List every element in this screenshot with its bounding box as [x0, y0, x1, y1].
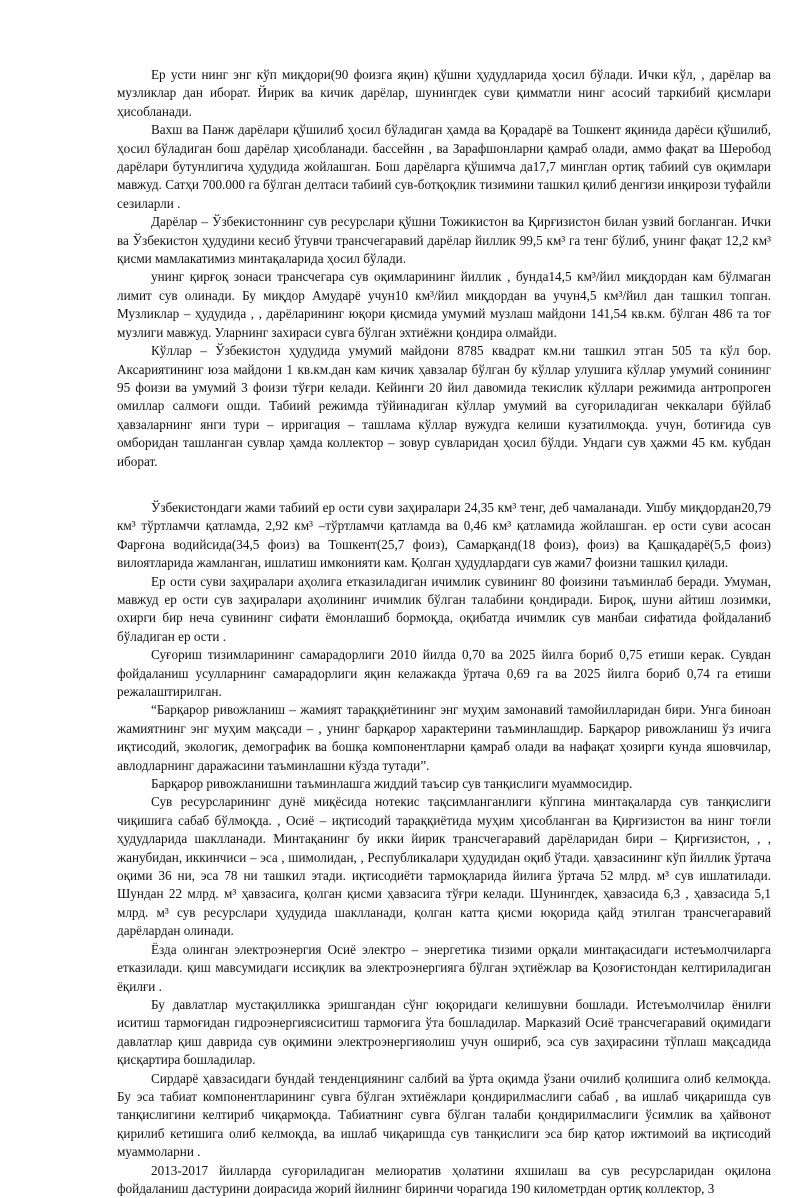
paragraph-transboundary-rivers: Дарёлар – Ўзбекистоннинг сув ресурслари қўшни Тожикистон ва Қирғизистон билан узвий богланган. Ички ва Ўзбекистон ҳудудини кесиб ўтувчи трансчегаравий дарёлар йиллик 99,5 км³ га тенг бўлиб, унинг фақат 12,2 км³ қисми мамлакатимиз минтақаларида ҳосил бўлади. [117, 214, 771, 267]
paragraph-sustainable-development-quote: “Барқарор ривожланиш – жамият тараққиётининг энг муҳим замонавий тамойилларидан бири. Унга биноан жамиятнинг энг муҳим мақсади – , унинг барқарор характерини таъминлашдир. Барқарор ривожланиш ўз ичига иқтисодий, экологик, демографик ва бошқа компонентларни қамраб олади ва нафақат ҳозирги кунда яшовчилар, авлодларнинг даражасини таъминлашни кўзда тутади”. [117, 702, 771, 773]
groundwater-section [117, 499, 771, 1198]
paragraph-syrdarya-basin: Сирдарё ҳавзасидаги бундай тенденциянинг салбий ва ўрта оқимда ўзани очилиб қолишига олиб келмоқда. Бу эса табиат компонентларининг сувга бўлган эхтиёжлари қондирилмаслиги сабаб , ва ишлаб чиқаришда сув танқислигини келтириб чиқармоқда. Табиатнинг сувга бўлган талаби қондирилмаслиги ўсимлик ва ҳайвонот қирилиб кетишига олиб келмоқда, ва ишлаб чиқаришда сув танқислиги эса бир қатор ижтимоий ва иқтисодий муаммоларни . [117, 1070, 771, 1160]
paragraph-lakes: Кўллар – Ўзбекистон ҳудудида умумий майдони 8785 квадрат км.ни ташкил этган 505 та кўл бор. Аксариятининг юза майдони 1 кв.км.дан кам кичик ҳавзалар бўлган бу кўллар улушига кўллар умумий сонининг 95 фоизи ва умумий 3 фоизи тўғри келади. Кейинги 20 йил давомида текислик кўллари режимида антропроген омиллар салмоғи ошди. Табиий режимда тўйинадиган кўллар умумий ва суғориладиган чеккалари бўйлаб ҳавзаларнинг янги тури – ирригация – ташлама кўллар вужудга келиши кузатилмоқда. учун, ботиғида сув омборидан ташланган сувлар ҳамда коллектор – зовур сувларидан ҳосил бўлди. Ундаги сув ҳажми 45 км. кубдан иборат. [117, 343, 771, 469]
paragraph-reclamation-program: 2013-2017 йилларда суғориладиган мелиоратив ҳолатини яхшилаш ва сув ресурсларидан оқилона фойдаланиш дастурини доирасида жорий йилнинг биринчи чорагида 190 километрдан ортиқ коллектор, 3 [117, 1162, 771, 1196]
paragraph-groundwater-reserves: Ўзбекистондаги жами табиий ер ости суви заҳиралари 24,35 км³ тенг, деб чамаланади. Ушбу миқдордан20,79 км³ тўртламчи қатламда, 2,92 км³ –тўртламчи қатламда ва 0,46 км³ қатламида жойлашган. ер ости суви асосан Фарғона водийсида(34,5 фоиз) ва Тошкент(25,7 фоиз), Самарқанд(18 фоиз), фоиз) ва Қашқадарё(5,5 фоиз) вилоятларида жамланган, ишлатиш имконияти кам. Қолган ҳудудлардаги сув жами7 фоизни ташкил қилади. [117, 499, 771, 571]
paragraph-drinking-water: Ер ости суви заҳиралари аҳолига етказиладиган ичимлик сувининг 80 фоизини таъминлаб беради. Умуман, мавжуд ер ости сув заҳиралари аҳолининг ичимлик бўлган талабини қондиради. Бироқ, шуни айтиш лозимки, охирги бир неча сувининг сифати ёмонлашиб бормоқда, оқибатда ичимлик сув манбаи сифатида фойдаланиб бўладиган ер ости . [117, 573, 771, 644]
paragraph-water-scarcity: Барқарор ривожланишни таъминлашга жиддий таъсир сув танқислиги муаммосидир. [151, 776, 633, 792]
paragraph-independence: Бу давлатлар мустақилликка эришгандан сўнг юқоридаги келишувни бошлади. Истеъмолчилар ёнилғи иситиш тармоғидан гидроэнергиясиситиш тармоғига ўта бошладилар. Марказий Осиё трансчегаравий оқимидаги давлатлар қиш даврида сув оқимини электроэнергияолиш учун ошириб, эса сув заҳирасини тўплаш мақсадида қисқартира бошладилар. [117, 996, 771, 1068]
paragraph-irrigation-efficiency: Суғориш тизимларининг самарадорлиги 2010 йилда 0,70 ва 2025 йилга бориб 0,75 етиши керак. Сувдан фойдаланиш усулларнинг самарадорлиги яқин келажакда ўртача 0,69 га ва 2025 йилга бориб 0,74 га етиши режалаштирилган. [117, 647, 771, 699]
paragraph-main-rivers: Вахш ва Панж дарёлари қўшилиб ҳосил бўладиган ҳамда ва Қорадарё ва Тошкент яқинида дарёси қўшилиб, ҳосил бўладиган бош дарёлар ҳисобланади. бассейнн , ва Зарафшонларни қамраб олади, аммо фақат ва Шеробод дарёлари бутунлигича ҳудудида жойлашган. Бош дарёларга қўшимча да17,7 минглан ортиқ табиий сув оқимлари мавжуд. Сатҳи 700.000 га бўлган делтаси табиий сув-ботқоқлик тизимини ташкил қилиб денгизи инқирози туфайли сезиларли . [117, 122, 771, 211]
section-gap [117, 471, 771, 499]
paragraph-electricity: Ёзда олинган электроэнергия Осиё электро – энергетика тизими орқали минтақасидаги истеъмолчиларга етказилади. қиш мавсумидаги иссиқлик ва электроэнергияга бўлган эҳтиёжлар ва Қозоғистондан келтириладиган ёқилғи . [117, 941, 771, 994]
paragraph-surface-water-intro: Ер усти нинг энг кўп миқдори(90 фоизга яқин) қўшни ҳудудларида ҳосил бўлади. Ички кўл, , дарёлар ва музликлар дан иборат. Йирик ва кичик дарёлар, шунингдек суви қимматли нинг асосий таркибий қисмлари ҳисобланади. [117, 67, 771, 119]
paragraph-glaciers: унинг қирғоқ зонаси трансчегара сув оқимларининг йиллик , бунда14,5 км³/йил миқдордан кам бўлмаган лимит сув олинади. Бу миқдор Амударё учун10 км³/йил миқдордан ва учун4,5 км³/йил дан ташкил топган. Музликлар – ҳудудида , , дарёларининг юқори қисмида умумий музлаш майдони 141,54 кв.км. бўлган 486 та тоғ музлиги мавжуд. Уларнинг захираси сувга бўлган эхтиёжни қондира олмайди. [117, 269, 771, 340]
paragraph-water-distribution: Сув ресурсларининг дунё миқёсида нотекис тақсимланганлиги кўпгина минтақаларда сув танқислиги чиқишига сабаб бўлмоқда. , Осиё – иқтисодий тараққиётида муҳим ҳисобланган ва Қирғизистон ва нинг тоғли ҳудудларида шаклланади. Минтақанинг бу икки йирик трансчегаравий дарёларидан бири – Қирғизистон, , , жанубидан, иккинчиси – эса , шимолидан, , Республикалари ҳудудидан оқиб ўтади. ҳавзасининг кўп йиллик ўртача оқими 36 ни, эса 78 ни ташкил этади. иқтисодиёти тармоқларида йилига ўртача 52 млрд. м³ сув ишлатилади. Шундан 22 млрд. м³ ҳавзасига, қолган қисми ҳавзасига тўғри келади. Шунингдек, ҳавзасида 6,3 , ҳавзасида 5,1 млрд. м³ сув ресурслари ҳудудида шаклланади, қолган катта қисми юқорида қайд этилган трансчегаравий дарёлардан олинади. [117, 794, 771, 939]
surface-water-section [117, 66, 771, 471]
